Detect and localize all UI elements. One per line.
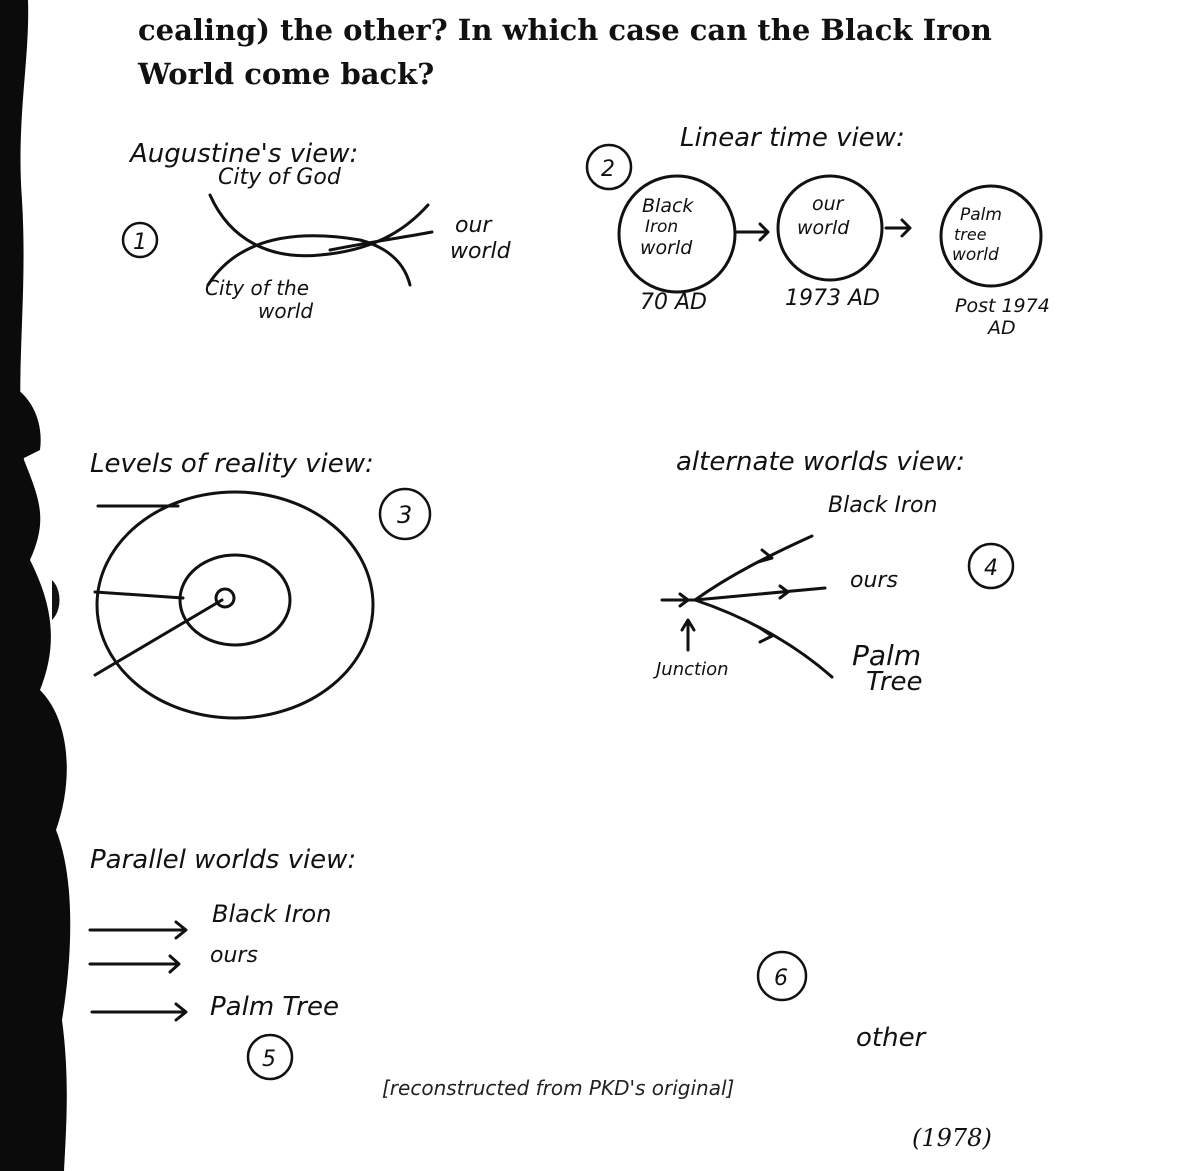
parallel-title: Parallel worlds view: <box>90 845 357 875</box>
our-label: our <box>455 213 492 238</box>
world-label: world <box>450 239 511 264</box>
typed-line-2: World come back? <box>138 57 435 91</box>
circle-1-line-2: Iron <box>645 217 679 237</box>
number-1: 1 <box>133 230 147 255</box>
number-3: 3 <box>397 501 413 529</box>
year-label: (1978) <box>912 1124 992 1152</box>
branch-ours-label: ours <box>850 568 898 593</box>
levels-diagram <box>90 449 430 718</box>
arrow-2 <box>886 220 910 236</box>
augustine-title: Augustine's view: <box>130 139 359 169</box>
arrow-1 <box>737 224 768 240</box>
circle-3-line-3: world <box>952 245 999 265</box>
circle-3-line-1: Palm <box>960 205 1002 225</box>
parallel-arrow-2 <box>90 956 179 972</box>
levels-title: Levels of reality view: <box>90 449 374 479</box>
parallel-arrow-3 <box>92 1004 186 1020</box>
branch-palm-label: Palm <box>852 639 922 672</box>
inner-circle <box>216 589 234 607</box>
linear-diagram <box>587 123 1050 339</box>
date-post-1974: Post 1974 <box>955 295 1050 317</box>
junction-arrow <box>682 620 694 650</box>
alternate-diagram <box>653 447 1013 697</box>
typed-line-1: cealing) the other? In which case can the Black Iron <box>138 13 992 47</box>
city-world-label: world <box>258 299 314 323</box>
other-diagram <box>758 952 928 1053</box>
linear-title: Linear time view: <box>680 123 905 153</box>
branch-black-iron-label: Black Iron <box>828 493 938 518</box>
junction-label: Junction <box>656 659 729 680</box>
circle-2-line-1: our <box>812 193 844 215</box>
circle-1-line-3: world <box>640 237 693 259</box>
city-of-god-curve <box>210 195 428 256</box>
other-label: other <box>856 1023 926 1053</box>
parallel-arrow-1 <box>90 922 186 938</box>
date-70-ad: 70 AD <box>640 290 707 315</box>
alternate-title: alternate worlds view: <box>676 447 965 477</box>
branch-tree-label: Tree <box>866 667 923 697</box>
date-ad: AD <box>988 317 1016 339</box>
parallel-ours: ours <box>210 943 258 968</box>
branch-1-arrow <box>758 550 772 562</box>
number-4: 4 <box>984 556 998 581</box>
parallel-diagram <box>90 845 356 1079</box>
augustine-diagram <box>123 139 512 323</box>
date-1973-ad: 1973 AD <box>785 286 880 311</box>
number-2: 2 <box>601 157 615 182</box>
outer-ellipse <box>97 492 373 718</box>
circle-3-line-2: tree <box>954 225 987 244</box>
circle-2-line-2: world <box>797 217 850 239</box>
reconstruction-note: [reconstructed from PKD's original] <box>382 1076 735 1100</box>
branch-2-line <box>695 588 825 600</box>
pointer-middle <box>95 592 183 598</box>
number-6: 6 <box>774 966 788 991</box>
circle-1-line-1: Black <box>642 195 694 217</box>
parallel-black-iron: Black Iron <box>212 900 332 928</box>
city-of-god-label: City of God <box>218 165 341 190</box>
number-5: 5 <box>262 1047 276 1072</box>
parallel-palm-tree: Palm Tree <box>210 992 339 1022</box>
city-of-the-label: City of the <box>205 276 310 300</box>
